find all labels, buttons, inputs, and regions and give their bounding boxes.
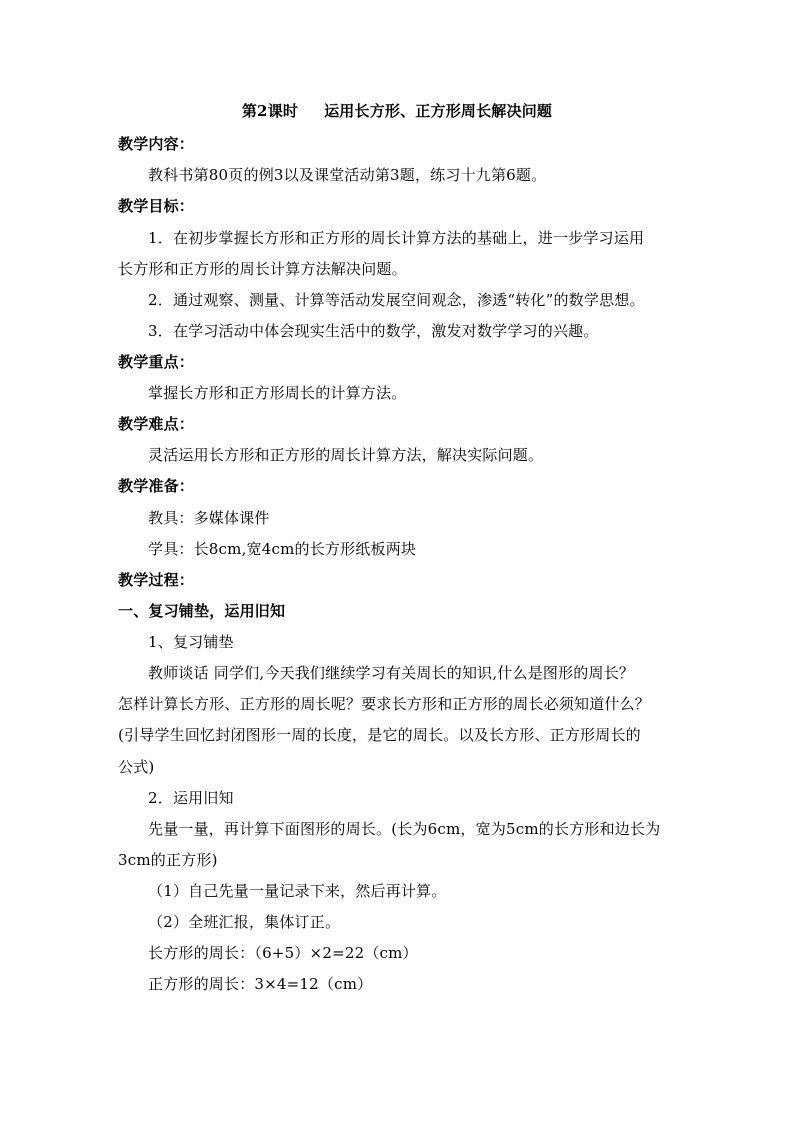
paragraph-line: (引导学生回忆封闭图形一周的长度，是它的周长。以及长方形、正方形周长的 (118, 726, 641, 744)
paragraph-line: 长方形的周长：（6+5）×2=22（cm） (148, 944, 418, 962)
paragraph-line: 灵活运用长方形和正方形的周长计算方法，解决实际问题。 (148, 446, 544, 464)
heading-key-points: 教学重点： (118, 353, 195, 371)
paragraph-line: （1）自己先量一量记录下来，然后再计算。 (148, 882, 447, 900)
paragraph-line: 怎样计算长方形、正方形的周长呢？要求长方形和正方形的周长必须知道什么？ (118, 695, 651, 713)
paragraph-line: 先量一量，再计算下面图形的周长。(长为6cm，宽为5cm的长方形和边长为 (148, 820, 661, 838)
section-heading-review: 一、复习铺垫，运用旧知 (118, 602, 286, 620)
heading-difficulties: 教学难点： (118, 415, 195, 433)
heading-content: 教学内容： (118, 135, 195, 153)
document-title (0, 101, 794, 121)
heading-process: 教学过程： (118, 571, 195, 589)
paragraph-line: 教科书第80页的例3以及课堂活动第3题，练习十九第6题。 (148, 166, 547, 184)
paragraph-line: 3．在学习活动中体会现实生活中的数学，激发对数学学习的兴趣。 (148, 322, 599, 340)
paragraph-line: 正方形的周长：3×4=12（cm） (148, 975, 373, 993)
paragraph-line: 学具：长8cm,宽4cm的长方形纸板两块 (148, 540, 417, 558)
paragraph-line: 1、复习铺垫 (148, 633, 234, 651)
paragraph-line: 2．运用旧知 (148, 789, 234, 807)
paragraph-line: 公式) (118, 758, 155, 776)
paragraph-line: 2．通过观察、测量、计算等活动发展空间观念，渗透“转化”的数学思想。 (148, 291, 645, 309)
paragraph-line: 教具：多媒体课件 (148, 509, 270, 527)
lesson-topic: 运用长方形、正方形周长解决问题 (324, 102, 553, 120)
paragraph-line: 1．在初步掌握长方形和正方形的周长计算方法的基础上，进一步学习运用 (148, 229, 645, 247)
paragraph-line: 教师谈话 同学们,今天我们继续学习有关周长的知识,什么是图形的周长？ (148, 664, 635, 682)
heading-preparation: 教学准备： (118, 477, 195, 495)
paragraph-line: 掌握长方形和正方形周长的计算方法。 (148, 384, 407, 402)
lesson-number: 第2课时 (241, 102, 299, 120)
paragraph-line: （2）全班汇报，集体订正。 (148, 913, 341, 931)
paragraph-line: 长方形和正方形的周长计算方法解决问题。 (118, 260, 407, 278)
paragraph-line: 3cm的正方形) (118, 851, 218, 869)
heading-objectives: 教学目标： (118, 197, 195, 215)
